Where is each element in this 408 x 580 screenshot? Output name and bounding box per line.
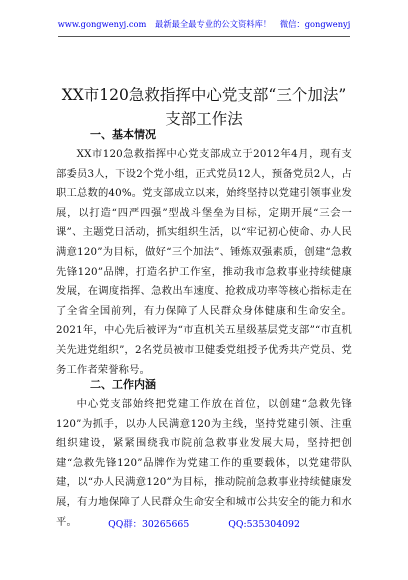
site-slogan: 最新最全最专业的公文资料库！ <box>155 19 272 29</box>
section-text-work-content: 中心党支部始终把党建工作放在首位，以创建“急救先锋120”为抓手，以办人民满意120为主线，坚持党建引领、注重组织建设，紧紧围绕我市院前急救事业发展大局，坚持把创建“急救先锋120”品牌作为党建工作的重要载体，以党建带队建，以“办人民满意120”为目标，推动院前急救事业持续健康发展，有力地保障了人民群众生命安全和城市公共安全的能力和水平。 <box>56 398 352 528</box>
title-line-2: 支部工作法 <box>165 110 243 128</box>
page-footer <box>0 518 408 531</box>
section-heading-work-content: 二、工作内涵 <box>90 378 156 391</box>
page-header <box>0 18 408 30</box>
section-text-basic-info: XX市120急救指挥中心党支部成立于2012年4月，现有支部委员3人，下设2个党小组，正式党员12人，预备党员2人，占职工总数的40%。党支部成立以来，始终坚持以党建引领事业发展，以打造“四严四强”型战斗堡垒为目标，定期开展“三会一课”、主题党日活动，抓实组织生活，以“牢记初心使命、办人民满意120”为目标，做好“三个加法”、锤炼双强素质，创建“急救先锋120”品牌，打造名护工作室，推动我市急救事业持续健康发展，在调度指挥、急救出车速度、抢救成功率等核心指标走在了全省全国前列，有力保障了人民群众身体健康和生命安全。2021年，中心先后被评为“市直机关五星级基层党支部”“市直机关先进党组织”，2名党员被市卫健委党组授予优秀共产党员、党务工作者荣誉称号。 <box>56 148 352 376</box>
title-line-1: XX市120急救指挥中心党支部“三个加法” <box>61 86 347 104</box>
footer-qq: QQ:535304092 <box>228 519 300 530</box>
footer-qq-group: QQ群：30265665 <box>108 519 190 530</box>
header-divider <box>58 36 350 37</box>
document-title <box>0 83 408 131</box>
wechat-label: 微信：gongwenyj <box>279 19 351 29</box>
site-link[interactable]: www.gongwenyj.com <box>57 19 147 29</box>
section-heading-basic-info: 一、基本情况 <box>90 128 156 141</box>
